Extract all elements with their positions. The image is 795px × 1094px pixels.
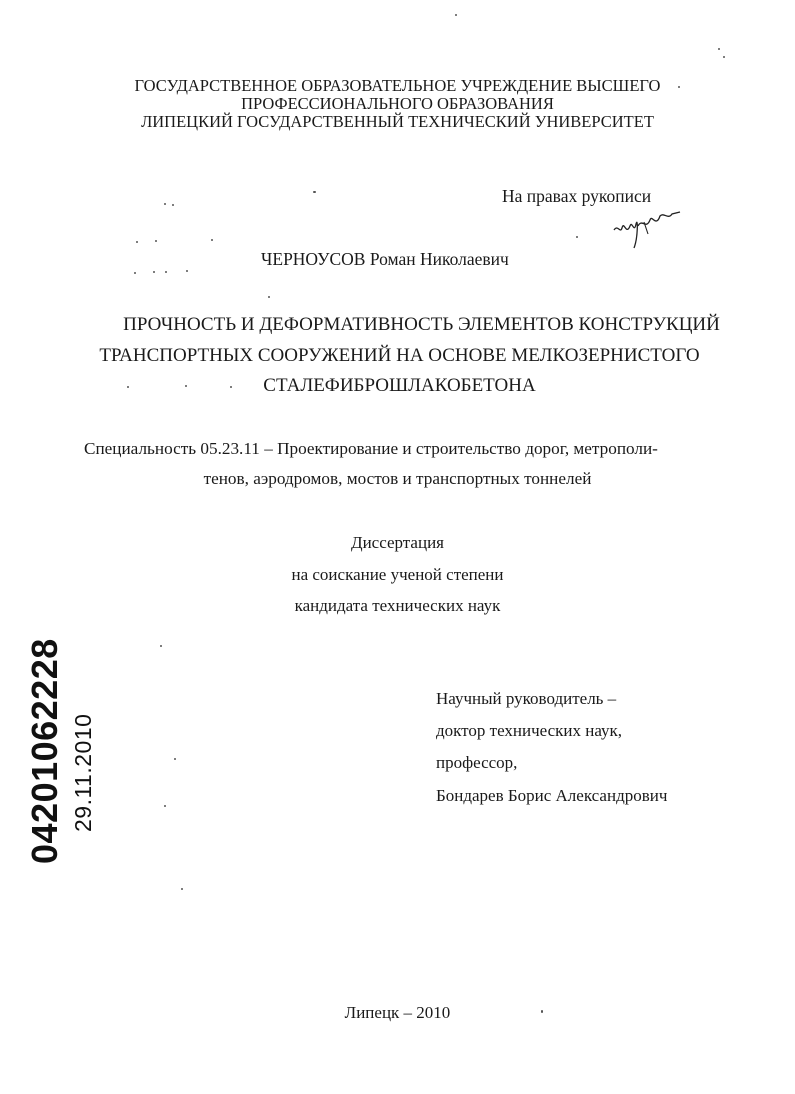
scan-speck [164,203,166,205]
scan-speck [718,48,720,50]
scan-speck [313,191,316,193]
scan-speck [576,236,578,238]
scan-speck [723,56,725,58]
scan-speck [186,270,188,272]
title-line-1: ПРОЧНОСТЬ И ДЕФОРМАТИВНОСТЬ ЭЛЕМЕНТОВ КОНСТРУКЦИЙ [123,314,720,335]
stamp-date: 29.11.2010 [70,713,96,832]
scan-speck [127,386,129,388]
supervisor-line-2: доктор технических наук, [436,721,623,740]
degree-line-3: кандидата технических наук [294,596,501,615]
institution-line-3: ЛИПЕЦКИЙ ГОСУДАРСТВЕННЫЙ ТЕХНИЧЕСКИЙ УНИВЕРСИТЕТ [141,112,654,131]
scan-speck [160,645,162,647]
supervisor-line-3: профессор, [436,753,518,772]
institution-line-2: ПРОФЕССИОНАЛЬНОГО ОБРАЗОВАНИЯ [241,94,554,113]
scan-speck [172,204,174,206]
scan-speck [455,14,457,16]
specialty-line-1: Специальность 05.23.11 – Проектирование и строительство дорог, метрополи- [84,439,658,458]
scan-speck [181,888,183,890]
scan-speck [134,272,136,274]
title-line-3: СТАЛЕФИБРОШЛАКОБЕТОНА [263,375,536,396]
scan-speck [211,239,213,241]
specialty-line-2: тенов, аэродромов, мостов и транспортных тоннелей [203,469,592,488]
supervisor-line-4: Бондарев Борис Александрович [436,786,668,805]
scan-speck [164,805,166,807]
degree-line-1: Диссертация [350,533,444,552]
degree-line-2: на соискание ученой степени [291,565,504,584]
stamp-number: 04201062228 [24,638,65,864]
scan-speck [230,386,232,388]
scan-speck [185,385,187,387]
scan-speck [165,271,167,273]
scan-speck [153,271,155,273]
signature [608,204,688,252]
scan-speck [268,296,270,298]
author-name: ЧЕРНОУСОВ Роман Николаевич [261,249,509,269]
scan-speck [155,240,157,242]
institution-line-1: ГОСУДАРСТВЕННОЕ ОБРАЗОВАТЕЛЬНОЕ УЧРЕЖДЕНИЕ ВЫСШЕГО [134,76,661,95]
manuscript-note: На правах рукописи [502,186,652,206]
title-line-2: ТРАНСПОРТНЫХ СООРУЖЕНИЙ НА ОСНОВЕ МЕЛКОЗЕРНИСТОГО [99,345,700,366]
scan-speck [541,1010,543,1013]
supervisor-line-1: Научный руководитель – [436,689,617,708]
city-year: Липецк – 2010 [344,1003,451,1022]
scan-speck [678,86,680,88]
scan-speck [136,241,138,243]
scan-speck [174,758,176,760]
